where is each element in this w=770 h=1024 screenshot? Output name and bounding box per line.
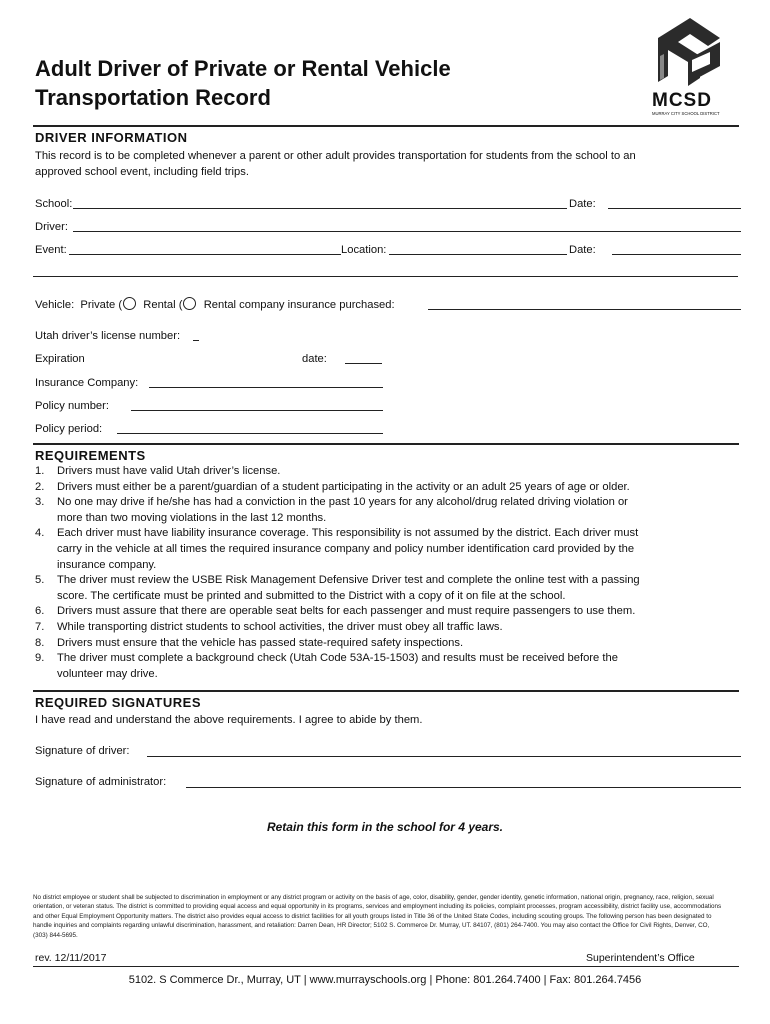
expiration-date-label: date:: [302, 353, 327, 365]
driver-info-intro-line2: approved school event, including field trips.: [35, 166, 249, 178]
license-field[interactable]: [193, 340, 199, 341]
rental-label: Rental (: [143, 299, 183, 311]
requirements-list: [35, 464, 715, 682]
requirement-text: [57, 651, 618, 682]
requirement-item: [35, 480, 715, 496]
requirement-text: [57, 573, 640, 604]
requirement-line: more than two moving violations in the last 12 months.: [57, 511, 327, 524]
driver-info-intro-line1: This record is to be completed whenever a parent or other adult provides transportation for students from the school to an: [35, 150, 636, 162]
revision-date: rev. 12/11/2017: [35, 952, 107, 964]
nondiscrimination-notice: No district employee or student shall be subjected to discrimination in employment or any district program or activity on the basis of age, color, disability, gender, gender identity, genetic information, national origin, pregnancy, race, religion, sexual orientation, or veteran status. The district is committed to providing equal access and equal opportunity in its programs, services and employment including its policies, complaint processes, program accessibility, district facility use, accommodations and other Equal Employment Opportunity matters. The district also provides equal access to district facilities for all youth groups listed in Title 36 of the United State Codes, including scouting groups. The following person has been designated to handle inquiries and complaints regarding unlawful discrimination, harassment, and retaliation: Darren Dean, HR Director; 5102 S. Commerce Dr. Murray, UT. 84107, (801) 264-7400. You may also contact the Office for Civil Rights, Denver, CO, (303) 844-5695.: [33, 894, 722, 939]
retain-note: Retain this form in the school for 4 years.: [266, 820, 504, 834]
requirement-number: 4.: [35, 527, 45, 540]
requirement-line: score. The certificate must be printed and submitted to the District with a copy of it on file at the school.: [57, 589, 566, 602]
mcsd-logo: [648, 16, 733, 118]
requirement-line: carry in the vehicle at all times the required insurance company and policy number identification card provided by the: [57, 542, 635, 555]
date-label: Date:: [569, 198, 596, 210]
requirement-line: The driver must review the USBE Risk Management Defensive Driver test and complete the online test with a passing: [57, 574, 640, 587]
requirement-item: [35, 573, 715, 604]
school-label: School:: [35, 198, 73, 210]
footer-address: 5102. S Commerce Dr., Murray, UT | www.murrayschools.org | Phone: 801.264.7400 | Fax: 801.264.7456: [128, 974, 642, 986]
event-field[interactable]: [69, 254, 341, 255]
vehicle-row: [35, 297, 395, 313]
requirement-text: [57, 464, 280, 480]
date-field[interactable]: [608, 208, 741, 209]
location-label: Location:: [341, 244, 387, 256]
policy-period-field[interactable]: [117, 433, 383, 434]
mcsd-logo-icon: [648, 16, 733, 96]
signatures-heading: REQUIRED SIGNATURES: [35, 695, 201, 710]
requirement-number: 2.: [35, 480, 45, 493]
admin-signature-field[interactable]: [186, 787, 741, 788]
driver-signature-label: Signature of driver:: [35, 745, 130, 757]
admin-signature-label: Signature of administrator:: [35, 776, 167, 788]
office-label: Superintendent’s Office: [586, 952, 695, 964]
vehicle-label: Vehicle:: [35, 299, 75, 311]
requirement-item: [35, 651, 715, 682]
requirement-line: Each driver must have liability insurance coverage. This responsibility is not assumed by the district. Each driver must: [57, 527, 639, 540]
requirement-number: 6.: [35, 605, 45, 618]
school-field[interactable]: [73, 208, 567, 209]
event-label: Event:: [35, 244, 67, 256]
requirement-line: Drivers must ensure that the vehicle has passed state-required safety inspections.: [57, 636, 464, 649]
private-label: Private (: [80, 299, 123, 311]
requirement-item: [35, 526, 715, 573]
form-title: [35, 54, 451, 112]
requirement-number: 3.: [35, 496, 45, 509]
driver-info-heading: DRIVER INFORMATION: [35, 130, 188, 145]
requirement-number: 9.: [35, 652, 45, 665]
requirement-number: 5.: [35, 574, 45, 587]
requirement-item: [35, 464, 715, 480]
requirements-divider: [33, 443, 739, 445]
logo-subtext: MURRAY CITY SCHOOL DISTRICT: [652, 111, 720, 116]
requirement-item: [35, 636, 715, 652]
requirement-text: [57, 604, 635, 620]
expiration-date-field[interactable]: [345, 363, 382, 364]
requirement-number: 7.: [35, 620, 45, 633]
requirement-line: Drivers must assure that there are operable seat belts for each passenger and must require passengers to use them.: [57, 605, 636, 618]
requirement-text: [57, 636, 463, 652]
requirement-line: The driver must complete a background check (Utah Code 53A-15-1503) and results must be received before the: [57, 652, 618, 665]
requirement-line: Drivers must either be a parent/guardian of a student participating in the activity or an adult 25 years of age or older.: [57, 480, 630, 493]
rental-radio[interactable]: [183, 297, 196, 310]
private-radio[interactable]: [123, 297, 136, 310]
insurance-company-label: Insurance Company:: [35, 377, 139, 389]
requirement-item: [35, 620, 715, 636]
form-title-line2: Transportation Record: [35, 85, 271, 110]
requirement-line: volunteer may drive.: [57, 667, 158, 680]
location-field[interactable]: [389, 254, 567, 255]
requirement-line: No one may drive if he/she has had a conviction in the past 10 years for any alcohol/drug related driving violation or: [57, 496, 628, 509]
driver-label: Driver:: [35, 221, 68, 233]
rental-insurance-label: Rental company insurance purchased:: [203, 299, 395, 311]
requirement-item: [35, 604, 715, 620]
requirement-number: 8.: [35, 636, 45, 649]
policy-number-label: Policy number:: [35, 400, 109, 412]
header-divider: [33, 125, 739, 127]
requirement-line: While transporting district students to school activities, the driver must obey all traffic laws.: [57, 620, 503, 633]
rental-insurance-field[interactable]: [428, 309, 741, 310]
expiration-label: Expiration: [35, 353, 85, 365]
driver-field[interactable]: [73, 231, 741, 232]
event-date-field[interactable]: [612, 254, 741, 255]
policy-number-field[interactable]: [131, 410, 383, 411]
driver-signature-field[interactable]: [147, 756, 741, 757]
section-separator: [33, 276, 738, 277]
requirement-text: [57, 495, 628, 526]
requirement-number: 1.: [35, 465, 45, 477]
requirements-heading: REQUIREMENTS: [35, 448, 146, 463]
license-label: Utah driver’s license number:: [35, 330, 181, 342]
insurance-company-field[interactable]: [149, 387, 383, 388]
event-date-label: Date:: [569, 244, 596, 256]
requirement-text: [57, 620, 503, 636]
logo-text: MCSD: [652, 90, 712, 111]
requirement-line: Drivers must have valid Utah driver’s license.: [57, 465, 281, 477]
requirement-line: insurance company.: [57, 558, 157, 571]
requirement-text: [57, 480, 630, 496]
requirement-text: [57, 526, 638, 573]
policy-period-label: Policy period:: [35, 423, 103, 435]
agreement-text: I have read and understand the above requirements. I agree to abide by them.: [35, 714, 423, 726]
form-title-line1: Adult Driver of Private or Rental Vehicle: [35, 56, 451, 81]
signatures-divider: [33, 690, 739, 692]
footer-divider: [33, 966, 739, 967]
requirement-item: [35, 495, 715, 526]
